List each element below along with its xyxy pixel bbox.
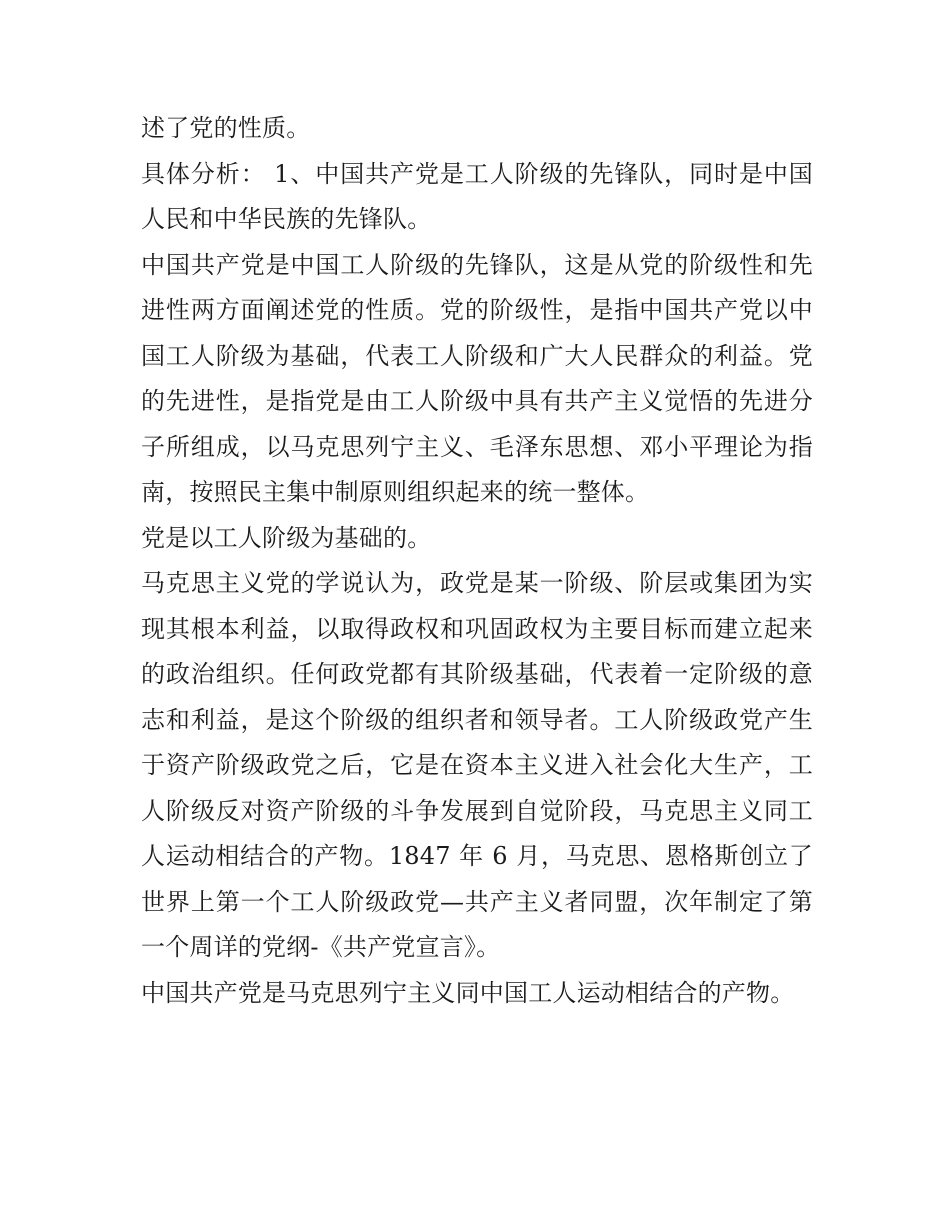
paragraph-continuation: 述了党的性质。 — [141, 114, 311, 142]
paragraph-analysis-point-1: 具体分析： 1、中国共产党是工人阶级的先锋队，同时是中国人民和中华民族的先锋队。 — [141, 159, 813, 233]
document-body — [141, 106, 813, 1016]
paragraph-working-class-basis: 党是以工人阶级为基础的。 — [141, 523, 432, 552]
paragraph-vanguard-nature: 中国共产党是中国工人阶级的先锋队，这是从党的阶级性和先进性两方面阐述党的性质。党的阶级性，是指中国共产党以中国工人阶级为基础，代表工人阶级和广大人民群众的利益。党的先进性，是指党是由工人阶级中具有共产主义觉悟的先进分子所组成，以马克思列宁主义、毛泽东思想、邓小平理论为指南，按照民主集中制原则组织起来的统一整体。 — [141, 250, 813, 506]
paragraph-ccp-origin: 中国共产党是马克思列宁主义同中国工人运动相结合的产物。 — [141, 978, 795, 1007]
paragraph-marxist-party-theory: 马克思主义党的学说认为，政党是某一阶级、阶层或集团为实现其根本利益，以取得政权和巩固政权为主要目标而建立起来的政治组织。任何政党都有其阶级基础，代表着一定阶级的意志和利益，是这个阶级的组织者和领导者。工人阶级政党产生于资产阶级政党之后，它是在资本主义进入社会化大生产，工人阶级反对资产阶级的斗争发展到自觉阶段，马克思主义同工人运动相结合的产物。1847 年 6 月，马克思、恩格斯创立了世界上第一个工人阶级政党—共产主义者同盟，次年制定了第一个周详的党纲-《共产党宣言》。 — [141, 569, 813, 961]
